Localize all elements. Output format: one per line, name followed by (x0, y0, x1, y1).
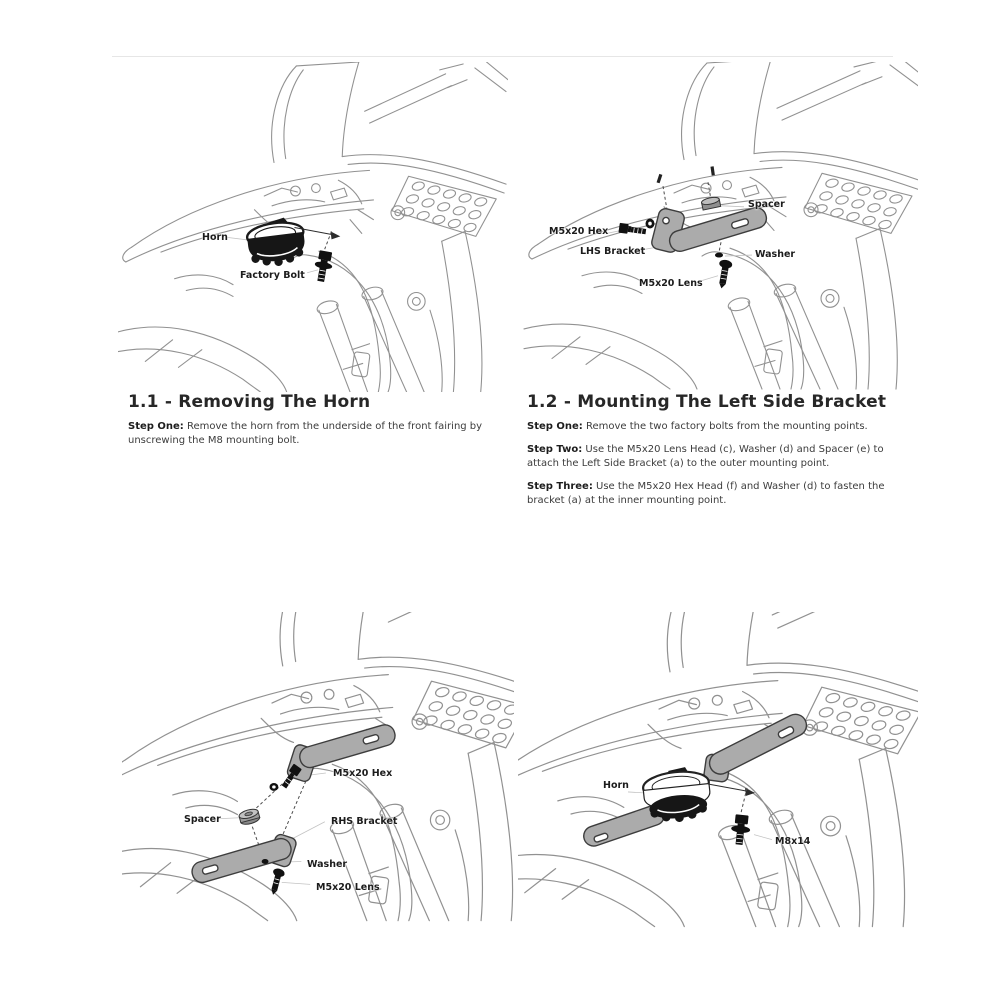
rhs-bracket-lower-arm (190, 833, 298, 885)
horn-refit-illustration (518, 612, 918, 945)
removing-horn-illustration (118, 62, 508, 392)
steps-1-2 (527, 420, 907, 517)
part-label-lhs-bracket: LHS Bracket (580, 246, 646, 257)
part-label-spacer: Spacer (748, 199, 785, 210)
part-label-m5x20-lens: M5x20 Lens (316, 882, 380, 893)
part-label-horn: Horn (202, 232, 228, 243)
m5x20-lens-part (715, 259, 733, 290)
m8x14-bolt-part (730, 814, 752, 846)
step-text: Use the M5x20 Hex Head (f) and Washer (d) to fasten the bracket (a) at the inner mounting point. (527, 481, 885, 506)
part-label-washer: Washer (755, 249, 796, 260)
spacer-part (701, 196, 721, 210)
lhs-bracket-part (650, 205, 769, 254)
part-label-washer: Washer (307, 859, 348, 870)
spacer-part (238, 807, 260, 826)
page-top-rule (112, 56, 893, 57)
step-three (527, 480, 907, 508)
part-label-m5x20-hex: M5x20 Hex (333, 768, 393, 779)
step-one (128, 420, 520, 448)
diagram-rhs-bracket (122, 612, 514, 945)
step-label: Step One: (128, 421, 184, 432)
step-text: Remove the two factory bolts from the mounting points. (586, 421, 868, 432)
washer-part (262, 859, 269, 864)
m5x20-lens-part (267, 867, 285, 896)
step-two (527, 443, 907, 471)
factory-bolt-part (312, 250, 335, 283)
diagram-horn-refit (518, 612, 918, 945)
horn-part (246, 218, 307, 270)
part-label-horn: Horn (603, 780, 629, 791)
m5x20-hex-part (618, 223, 646, 236)
washer-part (715, 253, 723, 258)
washer-part (646, 219, 655, 229)
diagram-removing-horn (118, 62, 508, 392)
part-label-m8x14: M8x14 (775, 836, 811, 847)
drop-screw (710, 166, 714, 175)
drop-screw (657, 174, 663, 183)
part-label-spacer: Spacer (184, 814, 221, 825)
part-label-rhs-bracket: RHS Bracket (331, 816, 398, 827)
washer-part (269, 783, 278, 791)
step-label: Step Three: (527, 481, 593, 492)
step-label: Step Two: (527, 444, 583, 455)
step-label: Step One: (527, 421, 583, 432)
horn-part (642, 767, 713, 825)
part-label-m5x20-hex: M5x20 Hex (549, 226, 609, 237)
section-heading-1-1: 1.1 - Removing The Horn (128, 392, 371, 412)
bracket-upper-arm (703, 711, 810, 783)
part-label-factory-bolt: Factory Bolt (240, 270, 305, 281)
step-one (527, 420, 907, 434)
steps-1-1 (128, 420, 520, 457)
step-text: Use the M5x20 Lens Head (c), Washer (d) and Spacer (e) to attach the Left Side Bracket (a) to the outer mounting point. (527, 444, 884, 469)
step-text: Remove the horn from the underside of the front fairing by unscrewing the M8 mounting bolt. (128, 421, 483, 446)
diagram-lhs-bracket (518, 62, 918, 392)
section-heading-1-2: 1.2 - Mounting The Left Side Bracket (527, 392, 887, 412)
rhs-bracket-illustration (122, 612, 514, 945)
part-label-m5x20-lens: M5x20 Lens (639, 278, 703, 289)
